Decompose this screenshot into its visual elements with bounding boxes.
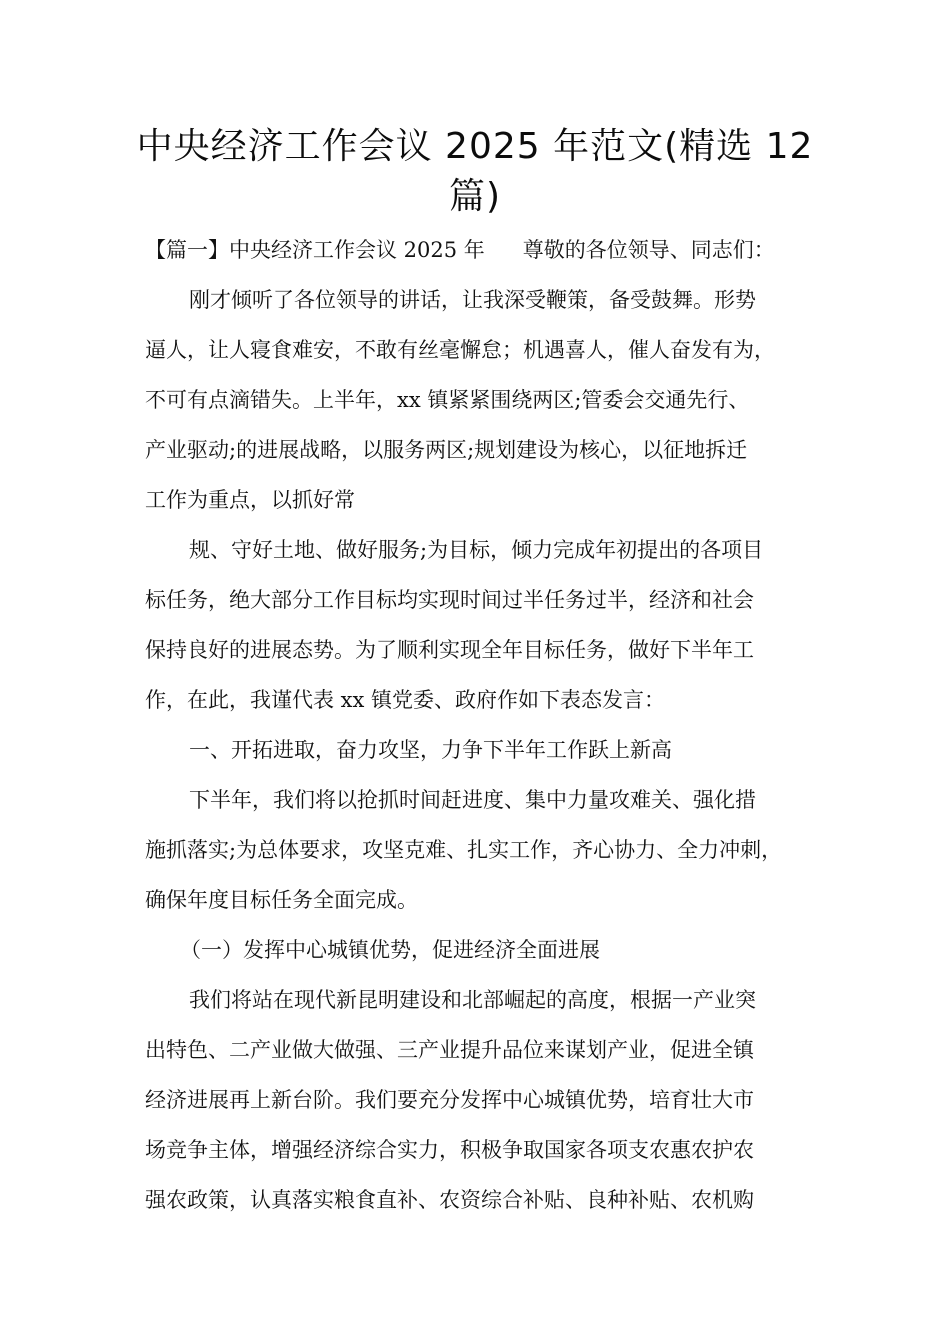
text-line: 刚才倾听了各位领导的讲话，让我深受鞭策，备受鼓舞。形势 xyxy=(189,288,756,312)
text-line: 强农政策，认真落实粮食直补、农资综合补贴、良种补贴、农机购 xyxy=(145,1188,754,1212)
text-line: 规、守好土地、做好服务;为目标，倾力完成年初提出的各项目 xyxy=(189,538,764,562)
text-line: 经济进展再上新台阶。我们要充分发挥中心城镇优势，培育壮大市 xyxy=(145,1088,754,1112)
text-line: 标任务，绝大部分工作目标均实现时间过半任务过半，经济和社会 xyxy=(145,588,754,612)
text-line: 不可有点滴错失。上半年，xx 镇紧紧围绕两区;管委会交通先行、 xyxy=(145,388,750,412)
text-line: 产业驱动;的进展战略，以服务两区;规划建设为核心，以征地拆迁 xyxy=(145,438,748,462)
text-line: 逼人，让人寝食难安，不敢有丝毫懈怠；机遇喜人，催人奋发有为， xyxy=(145,338,775,362)
subheading: 一、开拓进取，奋力攻坚，力争下半年工作跃上新高 xyxy=(189,738,672,762)
text-line: 工作为重点，以抓好常 xyxy=(145,488,355,512)
text-line: 我们将站在现代新昆明建设和北部崛起的高度，根据一产业突 xyxy=(189,988,756,1012)
text-line: 确保年度目标任务全面完成。 xyxy=(145,888,418,912)
salutation: 尊敬的各位领导、同志们： xyxy=(522,238,775,262)
text-line: 保持良好的进展态势。为了顺利实现全年目标任务，做好下半年工 xyxy=(145,638,754,662)
text-line: 出特色、二产业做大做强、三产业提升品位来谋划产业，促进全镇 xyxy=(145,1038,754,1062)
section-heading-row xyxy=(145,235,825,265)
subheading: （一）发挥中心城镇优势，促进经济全面进展 xyxy=(180,938,600,962)
document-title: 中央经济工作会议 2025 年范文(精选 12 篇) xyxy=(136,126,814,217)
text-line: 施抓落实;为总体要求，攻坚克难、扎实工作，齐心协力、全力冲刺， xyxy=(145,838,783,862)
text-line: 场竞争主体，增强经济综合实力，积极争取国家各项支农惠农护农 xyxy=(145,1138,754,1162)
text-line: 下半年，我们将以抢抓时间赶进度、集中力量攻难关、强化措 xyxy=(189,788,756,812)
section-heading: 【篇一】中央经济工作会议 2025 年 xyxy=(145,238,485,262)
text-line: 作，在此，我谨代表 xx 镇党委、政府作如下表态发言： xyxy=(145,688,666,712)
